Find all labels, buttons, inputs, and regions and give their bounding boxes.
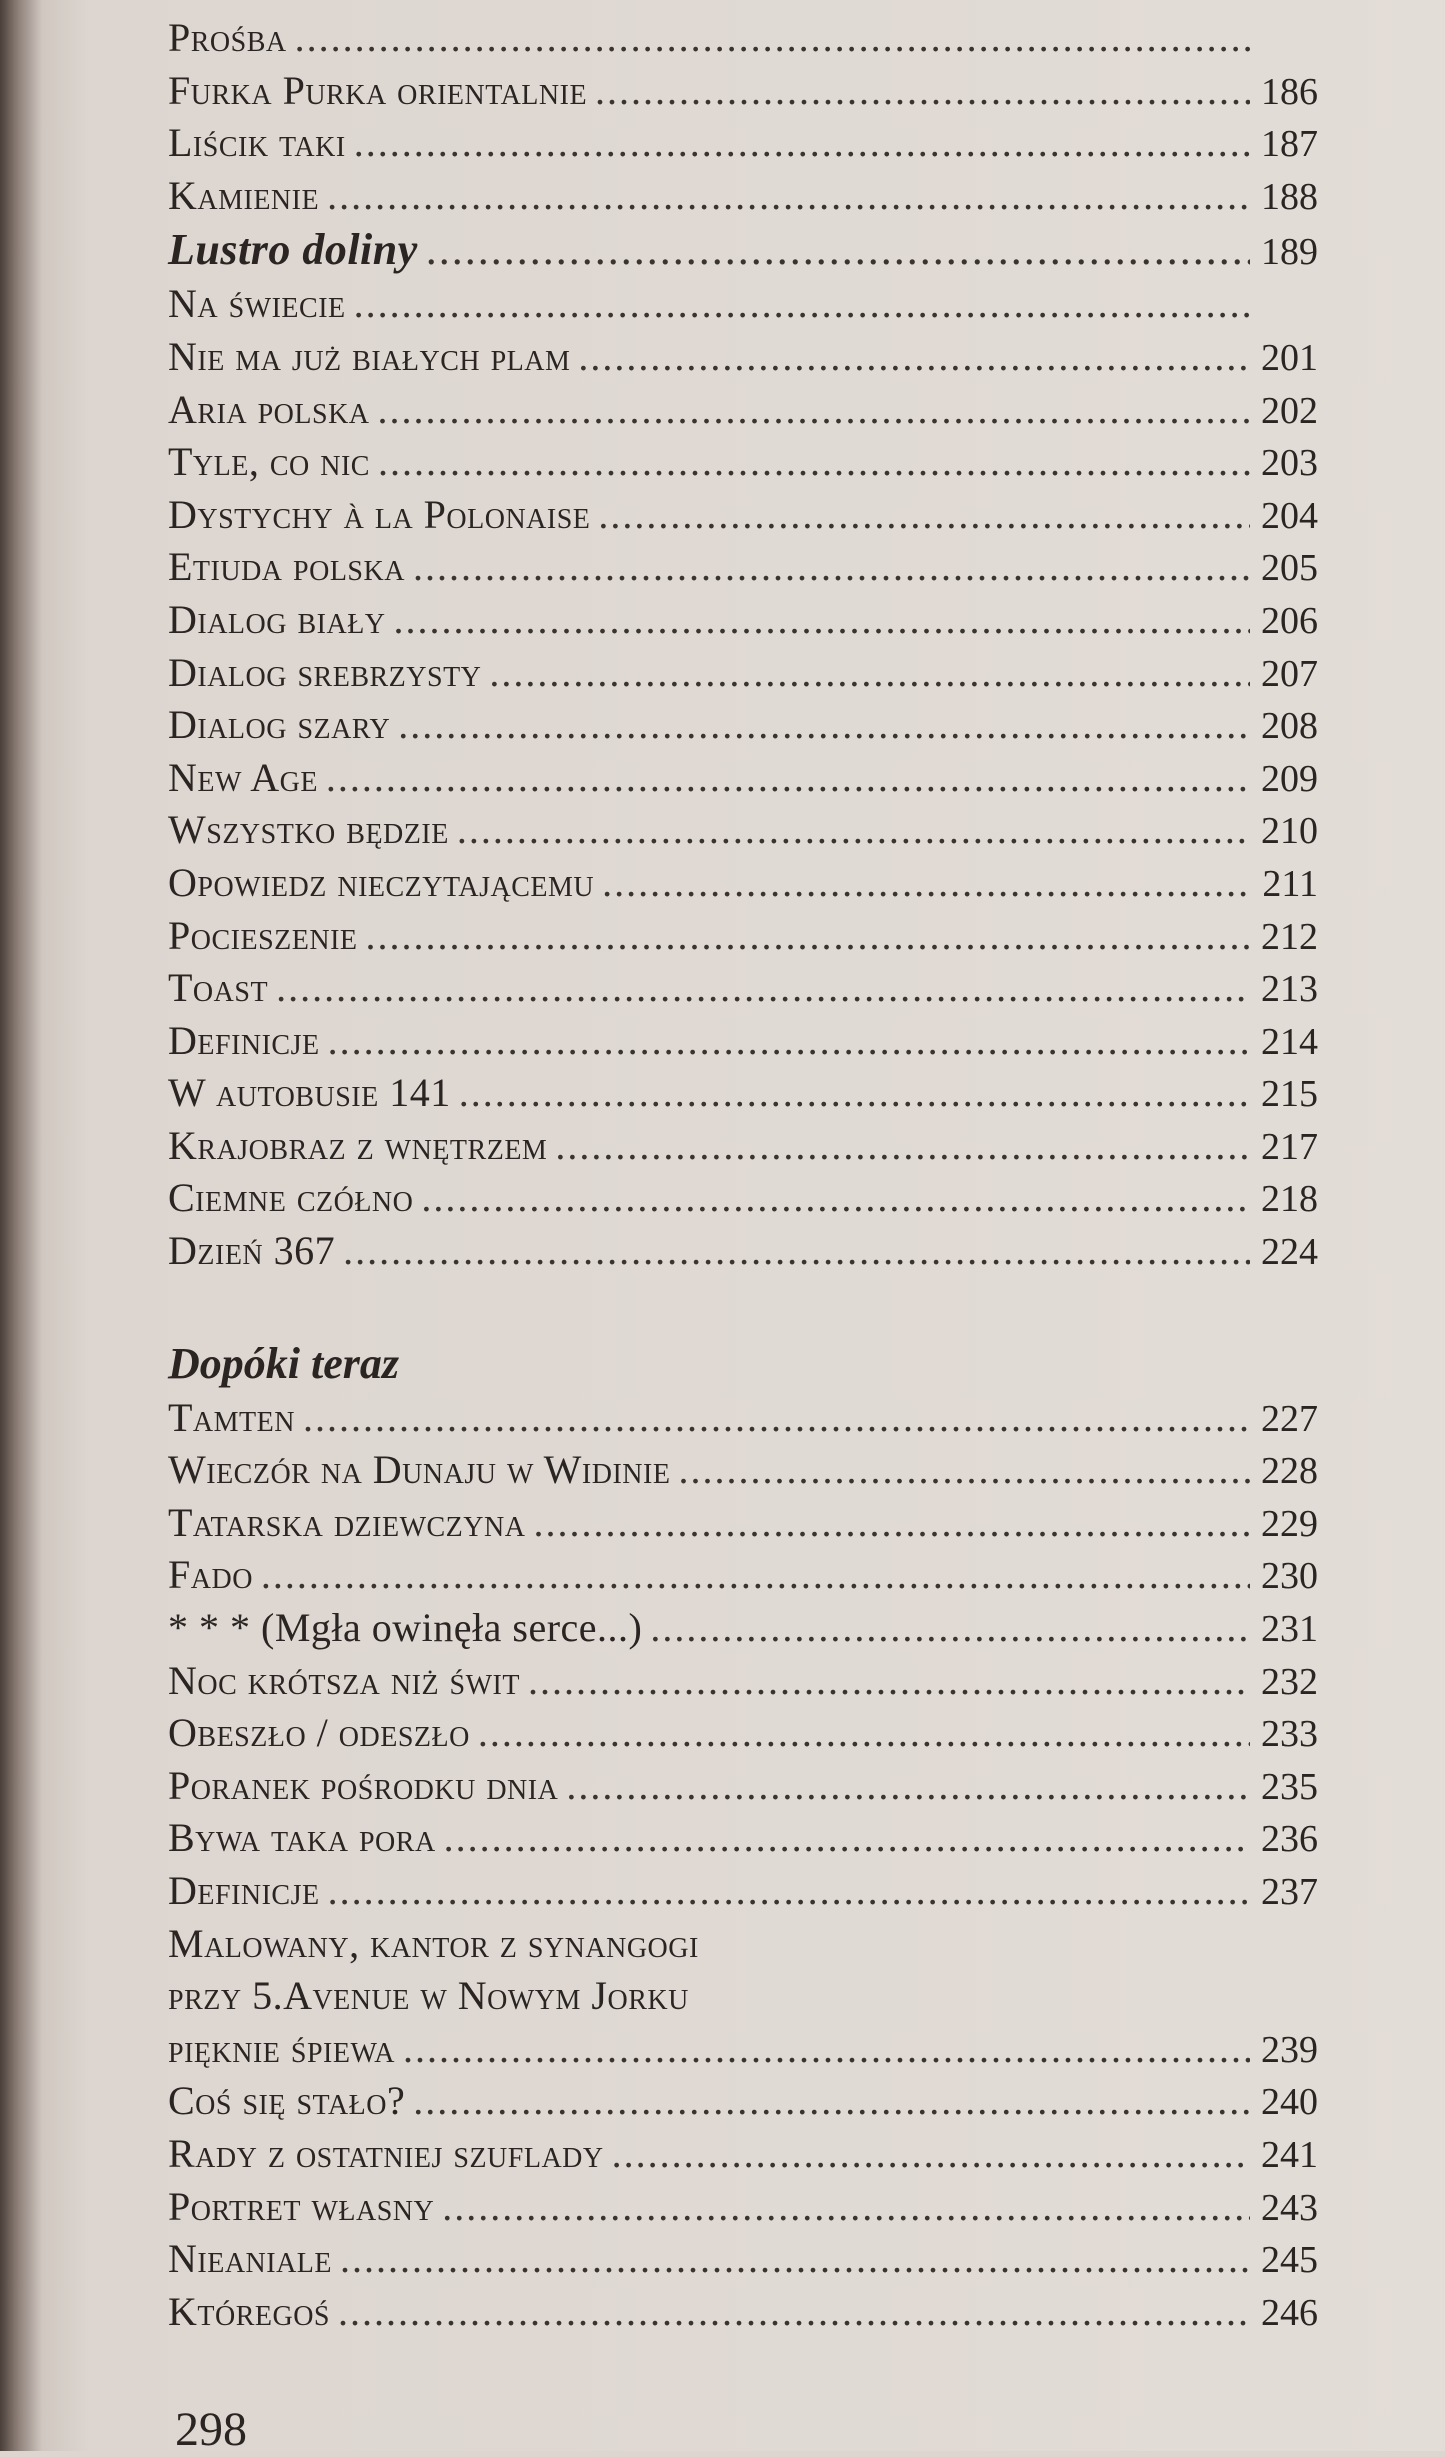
toc-entry [168,649,1318,702]
entry-title: Na świecie [168,281,346,327]
entry-title: Obeszło / odeszło [168,1710,470,1756]
section-title: Dopóki teraz [168,1338,399,1388]
dot-leader [413,543,1250,590]
dot-leader [276,964,1250,1011]
dot-leader [354,119,1250,166]
entry-page: 230 [1261,1555,1318,1598]
toc-entry [168,2130,1318,2183]
entry-title: New Age [168,754,318,800]
entry-page: 213 [1261,968,1318,1011]
section-page: 189 [1261,231,1318,274]
toc-entry [168,2025,1318,2078]
entry-page: 208 [1261,705,1318,748]
dot-leader [528,1657,1250,1704]
entry-title: Wszystko będzie [168,807,449,853]
entry-page: 201 [1261,336,1318,379]
toc-entry [168,1920,1318,1973]
toc-entry [168,859,1318,912]
toc-entry [168,1174,1318,1227]
entry-page: 204 [1261,494,1318,537]
entry-page: 243 [1261,2186,1318,2229]
dot-leader [421,1174,1250,1221]
toc-entry [168,2183,1318,2236]
toc-entry [168,1017,1318,1070]
dot-leader [378,438,1250,485]
dot-leader [326,754,1250,801]
toc-entry [168,1762,1318,1815]
entry-page: 203 [1261,442,1318,485]
entry-page: 186 [1261,70,1318,113]
entry-title: Portret własny [168,2183,435,2229]
entry-title: Poranek pośrodku dnia [168,1762,559,1808]
section-heading-lustro-doliny [168,224,1318,280]
toc-entry [168,280,1318,333]
dot-leader [566,1762,1250,1809]
table-of-contents [168,14,1318,2340]
dot-leader [612,2130,1250,2177]
toc-entry [168,701,1318,754]
toc-entry [168,2235,1318,2288]
toc-entry [168,1867,1318,1920]
toc-entry [168,1972,1318,2025]
dot-leader [555,1122,1250,1169]
toc-entry [168,1227,1318,1280]
entry-page: 227 [1261,1397,1318,1440]
entry-title: Nieaniale [168,2236,333,2282]
entry-page: 229 [1261,1502,1318,1545]
entry-page: 246 [1261,2291,1318,2334]
entry-title: Definicje [168,1017,320,1063]
entry-title: Pocieszenie [168,912,358,958]
toc-entry [168,1122,1318,1175]
entry-page: 232 [1261,1660,1318,1703]
toc-entry [168,386,1318,439]
entry-page: 233 [1261,1713,1318,1756]
toc-entry [168,912,1318,965]
entry-page: 215 [1261,1073,1318,1116]
toc-entry [168,596,1318,649]
dot-leader [328,1867,1250,1914]
dot-leader [459,1069,1250,1116]
toc-entry [168,172,1318,225]
entry-page: 235 [1261,1765,1318,1808]
dot-leader [403,2025,1250,2072]
entry-title: Definicje [168,1868,320,1913]
dot-leader [489,649,1250,696]
dot-leader [338,2288,1250,2335]
toc-entry [168,1446,1318,1499]
entry-title: Prośba [168,15,287,60]
dot-leader [478,1709,1250,1756]
entry-title: Kamienie [168,172,320,218]
entry-page: 212 [1261,915,1318,958]
entry-title: przy 5.Avenue w Nowym Jorku [168,1973,689,2019]
entry-title: Dialog srebrzysty [168,649,482,695]
entry-title: Aria polska [168,386,370,432]
dot-leader [444,1814,1250,1861]
entry-title: Tyle, co nic [168,439,370,485]
dot-leader [343,1227,1250,1274]
entry-title: Dzień 367 [168,1228,336,1274]
entry-page: 207 [1261,652,1318,695]
toc-entry [168,2288,1318,2341]
toc-entry [168,1069,1318,1122]
toc-entry [168,14,1318,67]
dot-leader [457,806,1250,853]
toc-entry [168,1814,1318,1867]
dot-leader [340,2235,1250,2282]
toc-entry [168,1499,1318,1552]
entry-page: 239 [1261,2028,1318,2071]
entry-page: 231 [1261,1608,1318,1651]
entry-page: 205 [1261,547,1318,590]
entry-page: 245 [1261,2239,1318,2282]
toc-entry [168,964,1318,1017]
toc-entry [168,754,1318,807]
dot-leader [327,172,1250,219]
entry-page: 228 [1261,1450,1318,1493]
dot-leader [678,1446,1250,1493]
entry-page: 187 [1261,123,1318,166]
entry-page: 217 [1261,1125,1318,1168]
entry-title: Etiuda polska [168,544,405,590]
toc-entry [168,1551,1318,1604]
entry-page: 211 [1262,862,1318,905]
entry-page: 206 [1261,599,1318,642]
dot-leader [398,701,1250,748]
entry-page: 210 [1261,810,1318,853]
toc-entry [168,1709,1318,1762]
entry-title: Noc krótsza niż świt [168,1657,520,1703]
entry-title: Rady z ostatniej szuflady [168,2130,604,2176]
toc-entry [168,806,1318,859]
entry-title: Fado [168,1552,253,1598]
dot-leader [426,224,1250,275]
entry-title: Któregoś [168,2288,331,2334]
entry-title: pięknie śpiewa [168,2025,395,2071]
dot-leader [295,14,1250,61]
dot-leader [442,2183,1250,2230]
toc-entry [168,2077,1318,2130]
entry-page: 236 [1261,1818,1318,1861]
dot-leader [650,1604,1250,1651]
entry-title: Dialog biały [168,596,386,642]
toc-entry [168,491,1318,544]
entry-title: Malowany, kantor z synangogi [168,1920,699,1966]
entry-title: Bywa taka pora [168,1815,436,1861]
entry-page: 241 [1261,2133,1318,2176]
entry-page: 240 [1261,2081,1318,2124]
dot-leader [602,859,1250,906]
dot-leader [595,67,1250,114]
entry-title: W autobusie 141 [168,1070,451,1116]
entry-title: Dialog szary [168,702,391,748]
entry-title: Liścik taki [168,120,346,166]
entry-page: 237 [1261,1871,1318,1913]
toc-entry [168,67,1318,120]
dot-leader [533,1499,1250,1546]
entry-title: Tamten [168,1394,295,1440]
toc-entry [168,333,1318,386]
entry-page: 224 [1261,1231,1318,1274]
dot-leader [378,386,1250,433]
dot-leader [578,333,1250,380]
dot-leader [394,596,1250,643]
toc-entry [168,1604,1318,1657]
dot-leader [328,1017,1250,1064]
entry-title: Dystychy à la Polonaise [168,491,591,537]
entry-title: Ciemne czółno [168,1175,414,1221]
toc-entry [168,543,1318,596]
entry-page: 214 [1261,1020,1318,1063]
entry-page: 218 [1261,1178,1318,1221]
entry-title: Wieczór na Dunaju w Widinie [168,1447,671,1493]
entry-page: 202 [1261,389,1318,432]
section-gap [168,1280,1318,1338]
entry-title: Opowiedz nieczytającemu [168,859,595,905]
dot-leader [366,912,1251,959]
entry-title: Coś się stało? [168,2078,406,2124]
entry-title: * * * (Mgła owinęła serce...) [168,1605,643,1651]
entry-title: Toast [168,965,269,1011]
page-number: 298 [175,2403,247,2456]
entry-title: Furka Purka orientalnie [168,67,588,113]
dot-leader [303,1394,1250,1441]
section-heading-dopoki-teraz [168,1338,1318,1394]
entry-title: Nie ma już białych plam [168,333,571,379]
toc-entry [168,119,1318,172]
toc-entry [168,1394,1318,1447]
dot-leader [413,2077,1250,2124]
toc-entry [168,438,1318,491]
entry-title: Tatarska dziewczyna [168,1499,526,1545]
dot-leader [598,491,1250,538]
entry-page: 209 [1261,757,1318,800]
toc-entry [168,1657,1318,1710]
entry-page: 188 [1261,175,1318,218]
dot-leader [261,1551,1250,1598]
dot-leader [354,280,1250,327]
section-title: Lustro doliny [168,225,418,275]
entry-title: Krajobraz z wnętrzem [168,1122,548,1168]
